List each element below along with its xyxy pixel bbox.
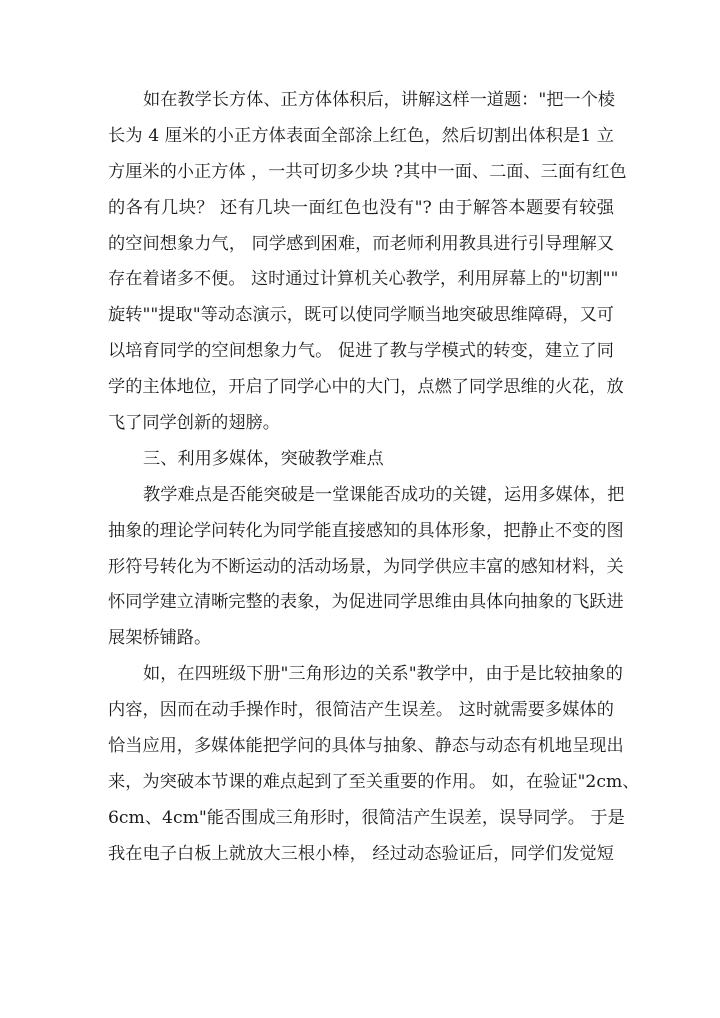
text-line: 飞了同学创新的翅膀。: [108, 413, 280, 434]
text-line: 教学难点是否能突破是一堂课能否成功的关键，运用多媒体，把: [143, 484, 625, 505]
text-line: 如，在四班级下册"三角形边的关系"教学中，由于是比较抽象的: [143, 664, 623, 685]
section-heading: 三、利用多媒体，突破教学难点: [143, 448, 384, 469]
text-line: 内容，因而在动手操作时，很简洁产生误差。 这时就需要多媒体的: [108, 700, 614, 721]
text-line: 旋转""提取"等动态演示，既可以使同学顺当地突破思维障碍，又可: [108, 305, 614, 326]
text-line: 我在电子白板上就放大三根小棒， 经过动态验证后，同学们发觉短: [108, 843, 614, 864]
text-line: 学的主体地位，开启了同学心中的大门，点燃了同学思维的火花，放: [108, 377, 624, 398]
text-line: 怀同学建立清晰完整的表象，为促进同学思维由具体向抽象的飞跃进: [108, 592, 624, 613]
text-line: 长为 4 厘米的小正方体表面全部涂上红色，然后切割出体积是1 立: [108, 125, 614, 146]
text-line: 如在教学长方体、正方体体积后，讲解这样一道题："把一个棱: [143, 90, 615, 110]
text-line: 的各有几块？ 还有几块一面红色也没有"? 由于解答本题要有较强: [108, 197, 614, 218]
text-line: 方厘米的小正方体 ，一共可切多少块 ?其中一面、二面、三面有红色: [108, 161, 627, 182]
text-line: 6cm、4cm"能否围成三角形时，很简洁产生误差，误导同学。 于是: [108, 807, 625, 828]
text-line: 以培育同学的空间想象力气。 促进了教与学模式的转变，建立了同: [108, 341, 614, 362]
text-line: 来，为突破本节课的难点起到了至关重要的作用。 如，在验证"2cm、: [108, 771, 640, 792]
document-page: [108, 87, 640, 877]
text-line: 形符号转化为不断运动的活动场景，为同学供应丰富的感知材料，关: [108, 556, 624, 577]
text-line: 存在着诸多不便。 这时通过计算机关心教学，利用屏幕上的"切割"": [108, 269, 619, 290]
text-line: 恰当应用，多媒体能把学问的具体与抽象、静态与动态有机地呈现出: [108, 736, 624, 757]
text-line: 抽象的理论学问转化为同学能直接感知的具体形象，把静止不变的图: [108, 520, 624, 541]
text-line: 展架桥铺路。: [108, 628, 212, 649]
text-line: 的空间想象力气， 同学感到困难，而老师利用教具进行引导理解又: [108, 233, 614, 254]
